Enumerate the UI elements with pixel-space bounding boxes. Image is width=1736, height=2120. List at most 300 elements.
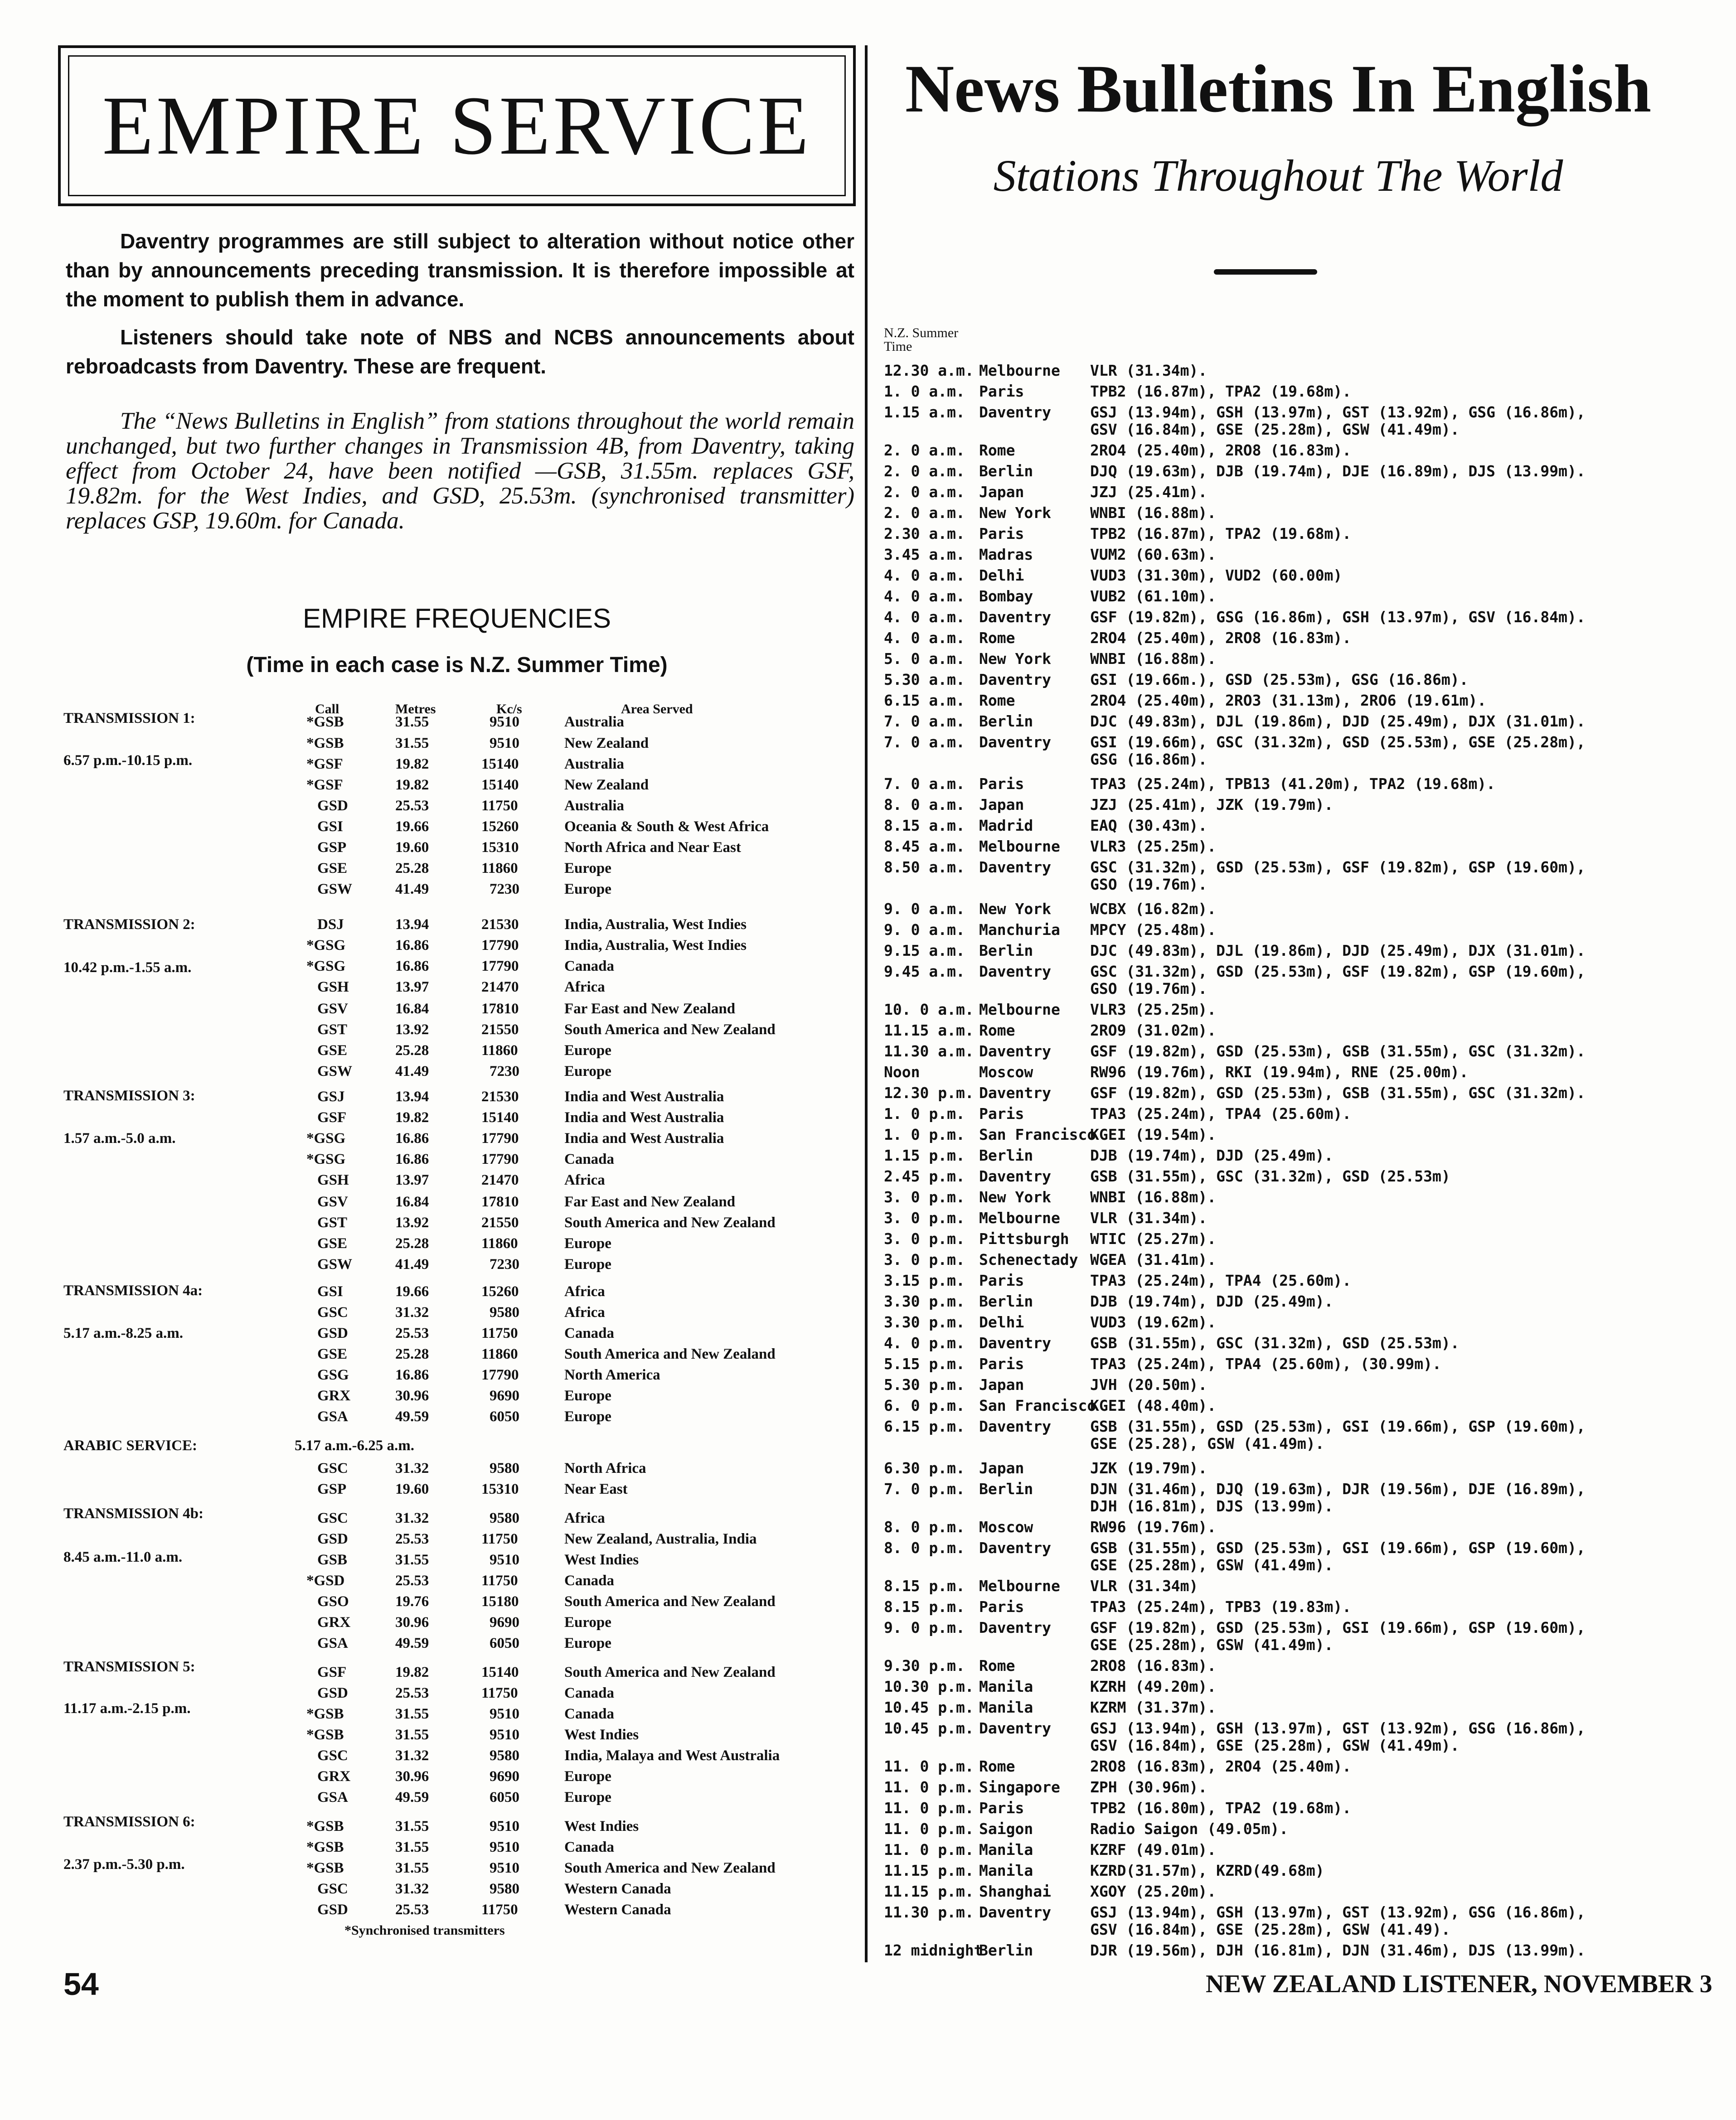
- area-served: Africa: [564, 979, 605, 995]
- nz-time: 6.15 p.m.: [884, 1418, 965, 1435]
- station-list: VLR3 (25.25m).: [1090, 1001, 1217, 1018]
- bulletin-place: Daventry: [979, 963, 1051, 980]
- bulletin-place: Daventry: [979, 1042, 1051, 1060]
- call-sign: DSJ: [317, 916, 344, 933]
- call-sign: GSJ: [317, 1089, 345, 1105]
- kcs-value: 9510: [490, 1552, 519, 1568]
- bulletin-place: Melbourne: [979, 1577, 1060, 1595]
- kcs-value: 9580: [490, 1747, 519, 1764]
- bulletin-place: Manchuria: [979, 921, 1060, 939]
- nz-time: Noon: [884, 1063, 920, 1081]
- call-sign: GSC: [317, 1747, 348, 1764]
- transmission-label: ARABIC SERVICE:: [63, 1438, 197, 1454]
- station-list: KZRD(31.57m), KZRD(49.68m): [1090, 1862, 1324, 1879]
- area-served: North Africa: [564, 1460, 646, 1476]
- station-list: DJQ (19.63m), DJB (19.74m), DJE (16.89m), DJS (13.99m).: [1090, 462, 1586, 480]
- station-list: KZRM (31.37m).: [1090, 1699, 1217, 1716]
- call-sign: GSO: [317, 1593, 349, 1610]
- station-list: WNBI (16.88m).: [1090, 504, 1217, 522]
- transmission-label: 6.57 p.m.-10.15 p.m.: [63, 752, 193, 769]
- bulletin-place: Saigon: [979, 1820, 1033, 1838]
- station-list: DJB (19.74m), DJD (25.49m).: [1090, 1292, 1334, 1310]
- bulletin-place: Melbourne: [979, 837, 1060, 855]
- kcs-value: 9580: [490, 1510, 519, 1526]
- area-served: Canada: [564, 1573, 615, 1589]
- station-list: Radio Saigon (49.05m).: [1090, 1820, 1289, 1838]
- metres-value: 49.59: [395, 1408, 429, 1425]
- area-served: Europe: [564, 1408, 611, 1425]
- nz-summer-time-label: N.Z. Summer Time: [884, 325, 959, 354]
- nz-time: 3. 0 p.m.: [884, 1209, 965, 1227]
- metres-value: 13.97: [395, 979, 429, 995]
- metres-value: 13.92: [395, 1021, 429, 1038]
- call-sign: GRX: [317, 1388, 351, 1404]
- kcs-value: 11750: [481, 798, 518, 814]
- station-list: DJC (49.83m), DJL (19.86m), DJD (25.49m), DJX (31.01m).: [1090, 712, 1586, 730]
- bulletin-place: Daventry: [979, 671, 1051, 688]
- station-list: 2RO4 (25.40m), 2RO3 (31.13m), 2RO6 (19.61m).: [1090, 692, 1487, 709]
- bulletin-place: Paris: [979, 525, 1024, 542]
- metres-value: 31.55: [395, 1860, 429, 1876]
- kcs-value: 9690: [490, 1614, 519, 1631]
- station-list: 2RO8 (16.83m), 2RO4 (25.40m).: [1090, 1757, 1352, 1775]
- bulletin-place: Berlin: [979, 942, 1033, 959]
- area-served: Europe: [564, 1614, 611, 1631]
- call-sign: GSC: [317, 1304, 348, 1321]
- header-metres: Metres: [395, 702, 436, 716]
- empire-service-banner: [58, 45, 856, 206]
- nz-time: 1. 0 p.m.: [884, 1105, 965, 1123]
- metres-value: 13.94: [395, 1089, 429, 1105]
- metres-value: 25.28: [395, 860, 429, 876]
- area-served: India and West Australia: [564, 1109, 724, 1126]
- metres-value: 25.53: [395, 1573, 429, 1589]
- area-served: Western Canada: [564, 1902, 671, 1918]
- call-sign: GSI: [317, 1283, 343, 1300]
- call-sign: GSV: [317, 1194, 348, 1210]
- area-served: Canada: [564, 1325, 615, 1341]
- bulletin-place: Rome: [979, 1757, 1015, 1775]
- bulletin-place: Japan: [979, 796, 1024, 813]
- call-sign: GSD: [317, 798, 348, 814]
- station-list: VUD3 (19.62m).: [1090, 1313, 1217, 1331]
- nz-time: 7. 0 p.m.: [884, 1480, 965, 1498]
- nz-time: 8. 0 p.m.: [884, 1539, 965, 1557]
- intro-paragraph-3: The “News Bulletins in English” from stations throughout the world remain unchanged, but two further changes in Transmission 4B, from Daventry, taking effect from October 24, have been notified —GSB, 31.55m. replaces GSF, 19.82m. for the West Indies, and GSD, 25.53m. (synchronised transmitter) replaces GSP, 19.60m. for Canada.: [66, 408, 854, 534]
- kcs-value: 21550: [481, 1215, 519, 1231]
- call-sign: *GSG: [306, 937, 346, 954]
- bulletin-place: Daventry: [979, 1334, 1051, 1352]
- nz-time: 8.15 a.m.: [884, 817, 965, 834]
- area-served: Africa: [564, 1172, 605, 1188]
- kcs-value: 21470: [481, 1172, 519, 1188]
- nz-time: 1. 0 p.m.: [884, 1126, 965, 1143]
- station-list: JVH (20.50m).: [1090, 1376, 1207, 1394]
- bulletin-place: Singapore: [979, 1778, 1060, 1796]
- metres-value: 16.86: [395, 1367, 429, 1383]
- bulletin-place: Paris: [979, 775, 1024, 793]
- station-list: GSB (31.55m), GSD (25.53m), GSI (19.66m), GSP (19.60m),: [1090, 1418, 1586, 1435]
- nz-time: 1.15 a.m.: [884, 403, 965, 421]
- call-sign: GSD: [317, 1685, 348, 1701]
- bulletin-place: Schenectady: [979, 1251, 1078, 1268]
- transmission-label: 11.17 a.m.-2.15 p.m.: [63, 1700, 191, 1717]
- area-served: Europe: [564, 1789, 611, 1805]
- call-sign: *GSG: [306, 1130, 346, 1147]
- empire-service-title: EMPIRE SERVICE: [102, 79, 812, 172]
- call-sign: GSD: [317, 1902, 348, 1918]
- nz-time: 11. 0 p.m.: [884, 1757, 974, 1775]
- station-list: WNBI (16.88m).: [1090, 1188, 1217, 1206]
- metres-value: 16.86: [395, 958, 429, 974]
- bulletin-place: Berlin: [979, 1480, 1033, 1498]
- bulletin-place: New York: [979, 504, 1051, 522]
- metres-value: 19.76: [395, 1593, 429, 1610]
- station-list: GSB (31.55m), GSD (25.53m), GSI (19.66m), GSP (19.60m),: [1090, 1539, 1586, 1557]
- transmission-label: TRANSMISSION 1:: [63, 710, 195, 726]
- area-served: Europe: [564, 1042, 611, 1059]
- station-list: GSF (19.82m), GSD (25.53m), GSI (19.66m), GSP (19.60m),: [1090, 1619, 1586, 1636]
- header-kcs: Kc/s: [496, 702, 522, 716]
- bulletin-place: Berlin: [979, 712, 1033, 730]
- kcs-value: 15180: [481, 1593, 519, 1610]
- bulletin-place: Melbourne: [979, 1209, 1060, 1227]
- transmission-label: 10.42 p.m.-1.55 a.m.: [63, 959, 192, 976]
- nz-time: 2.45 p.m.: [884, 1167, 965, 1185]
- kcs-value: 9510: [490, 1727, 519, 1743]
- nz-time: 7. 0 a.m.: [884, 775, 965, 793]
- transmission-label: TRANSMISSION 6:: [63, 1814, 195, 1830]
- bulletin-place: Berlin: [979, 1147, 1033, 1164]
- metres-value: 25.53: [395, 1325, 429, 1341]
- kcs-value: 9510: [490, 735, 519, 751]
- call-sign: *GSB: [306, 1818, 344, 1834]
- kcs-value: 11860: [481, 860, 518, 876]
- kcs-value: 9580: [490, 1460, 519, 1476]
- call-sign: GSH: [317, 979, 349, 995]
- nz-time: 3. 0 p.m.: [884, 1188, 965, 1206]
- bulletin-place: Japan: [979, 1376, 1024, 1394]
- nz-time: 10. 0 a.m.: [884, 1001, 974, 1018]
- nz-time: 1. 0 a.m.: [884, 382, 965, 400]
- metres-value: 19.82: [395, 1109, 429, 1126]
- station-list: RW96 (19.76m), RKI (19.94m), RNE (25.00m).: [1090, 1063, 1469, 1081]
- station-list: GSO (19.76m).: [1090, 876, 1207, 893]
- kcs-value: 9510: [490, 1860, 519, 1876]
- bulletin-place: Daventry: [979, 403, 1051, 421]
- nz-time: 11.15 p.m.: [884, 1862, 974, 1879]
- area-served: India, Malaya and West Australia: [564, 1747, 780, 1764]
- bulletin-place: Manila: [979, 1862, 1033, 1879]
- metres-value: 31.32: [395, 1747, 429, 1764]
- call-sign: *GSD: [306, 1573, 345, 1589]
- nz-time: 4. 0 a.m.: [884, 587, 965, 605]
- station-list: WCBX (16.82m).: [1090, 900, 1217, 918]
- area-served: India and West Australia: [564, 1089, 724, 1105]
- nz-time: 3.30 p.m.: [884, 1313, 965, 1331]
- area-served: Western Canada: [564, 1881, 671, 1897]
- station-list: VLR (31.34m).: [1090, 362, 1207, 379]
- area-served: Europe: [564, 1256, 611, 1273]
- bulletin-place: Daventry: [979, 1084, 1051, 1102]
- call-sign: GRX: [317, 1614, 351, 1631]
- area-served: Africa: [564, 1283, 605, 1300]
- bulletin-place: Delhi: [979, 566, 1024, 584]
- nz-time: 5.30 a.m.: [884, 671, 965, 688]
- kcs-value: 17790: [481, 1130, 519, 1147]
- call-sign: GSW: [317, 1063, 353, 1079]
- kcs-value: 11750: [481, 1325, 518, 1341]
- kcs-value: 15310: [481, 1481, 519, 1497]
- kcs-value: 9580: [490, 1881, 519, 1897]
- kcs-value: 9510: [490, 714, 519, 730]
- nz-time: 4. 0 a.m.: [884, 608, 965, 626]
- area-served: Far East and New Zealand: [564, 1001, 736, 1017]
- call-sign: GSE: [317, 1235, 348, 1252]
- bulletin-place: Melbourne: [979, 362, 1060, 379]
- station-list: VLR (31.34m): [1090, 1577, 1198, 1595]
- bulletin-place: Pittsburgh: [979, 1230, 1069, 1248]
- call-sign: GSA: [317, 1789, 348, 1805]
- bulletin-place: Paris: [979, 1105, 1024, 1123]
- area-served: Europe: [564, 1235, 611, 1252]
- bulletin-place: San Francisco: [979, 1126, 1096, 1143]
- nz-time: 8.15 p.m.: [884, 1577, 965, 1595]
- bulletin-place: Manila: [979, 1841, 1033, 1859]
- station-list: GSJ (13.94m), GSH (13.97m), GST (13.92m), GSG (16.86m),: [1090, 403, 1586, 421]
- area-served: South America and New Zealand: [564, 1021, 776, 1038]
- call-sign: GSC: [317, 1881, 348, 1897]
- nz-time: 12.30 p.m.: [884, 1084, 974, 1102]
- station-list: ZPH (30.96m).: [1090, 1778, 1207, 1796]
- area-served: South America and New Zealand: [564, 1593, 776, 1610]
- nz-time: 9. 0 a.m.: [884, 900, 965, 918]
- station-list: DJB (19.74m), DJD (25.49m).: [1090, 1147, 1334, 1164]
- nz-time: 8. 0 a.m.: [884, 796, 965, 813]
- kcs-value: 17790: [481, 1151, 519, 1167]
- bulletin-place: Paris: [979, 1598, 1024, 1616]
- bulletin-place: Paris: [979, 382, 1024, 400]
- nz-time: 2. 0 a.m.: [884, 441, 965, 459]
- nz-time: 8.15 p.m.: [884, 1598, 965, 1616]
- nz-time: 1.15 p.m.: [884, 1147, 965, 1164]
- call-sign: *GSB: [306, 714, 344, 730]
- call-sign: GSH: [317, 1172, 349, 1188]
- bulletin-place: Rome: [979, 629, 1015, 647]
- bulletin-place: Rome: [979, 441, 1015, 459]
- call-sign: GSE: [317, 860, 348, 876]
- kcs-value: 11750: [481, 1573, 518, 1589]
- kcs-value: 7230: [490, 1256, 519, 1273]
- nz-time: 12.30 a.m.: [884, 362, 974, 379]
- transmission-label: 1.57 a.m.-5.0 a.m.: [63, 1130, 176, 1147]
- bulletin-place: Daventry: [979, 858, 1051, 876]
- area-served: West Indies: [564, 1818, 639, 1834]
- nz-time: 11.15 p.m.: [884, 1883, 974, 1900]
- transmission-label: TRANSMISSION 4b:: [63, 1505, 204, 1522]
- bulletin-place: Manila: [979, 1678, 1033, 1695]
- bulletin-place: Moscow: [979, 1518, 1033, 1536]
- station-list: GSI (19.66m), GSC (31.32m), GSD (25.53m), GSE (25.28m),: [1090, 733, 1586, 751]
- station-list: 2RO8 (16.83m).: [1090, 1657, 1217, 1675]
- call-sign: GSC: [317, 1460, 348, 1476]
- station-list: GSV (16.84m), GSE (25.28m), GSW (41.49m).: [1090, 421, 1460, 438]
- call-sign: GSP: [317, 1481, 347, 1497]
- nz-time: 11. 0 p.m.: [884, 1799, 974, 1817]
- metres-value: 41.49: [395, 1256, 429, 1273]
- nz-time: 6.30 p.m.: [884, 1459, 965, 1477]
- metres-value: 19.82: [395, 1664, 429, 1680]
- bulletin-place: New York: [979, 650, 1051, 668]
- metres-value: 25.53: [395, 1902, 429, 1918]
- area-served: West Indies: [564, 1727, 639, 1743]
- nz-time: 6.15 a.m.: [884, 692, 965, 709]
- nz-time: 11. 0 p.m.: [884, 1778, 974, 1796]
- station-list: VLR (31.34m).: [1090, 1209, 1207, 1227]
- bulletin-place: Manila: [979, 1699, 1033, 1716]
- call-sign: GSE: [317, 1346, 348, 1362]
- nz-time: 11.30 p.m.: [884, 1903, 974, 1921]
- nz-time: 11.15 a.m.: [884, 1021, 974, 1039]
- area-served: Europe: [564, 1768, 611, 1785]
- kcs-value: 9510: [490, 1839, 519, 1855]
- station-list: GSE (25.28m), GSW (41.49m).: [1090, 1556, 1334, 1574]
- station-list: 2RO4 (25.40m), 2RO8 (16.83m).: [1090, 629, 1352, 647]
- station-list: EAQ (30.43m).: [1090, 817, 1207, 834]
- area-served: Europe: [564, 1388, 611, 1404]
- metres-value: 13.92: [395, 1215, 429, 1231]
- area-served: India, Australia, West Indies: [564, 937, 747, 954]
- nz-time: 2. 0 a.m.: [884, 483, 965, 501]
- nz-time: 12 midnight: [884, 1941, 983, 1959]
- area-served: North Africa and Near East: [564, 839, 741, 856]
- call-sign: GSW: [317, 1256, 353, 1273]
- station-list: GSJ (13.94m), GSH (13.97m), GST (13.92m), GSG (16.86m),: [1090, 1719, 1586, 1737]
- call-sign: *GSF: [306, 777, 343, 793]
- bulletin-place: Delhi: [979, 1313, 1024, 1331]
- empire-frequencies-subtitle: (Time in each case is N.Z. Summer Time): [246, 653, 668, 677]
- nz-time: 2. 0 a.m.: [884, 462, 965, 480]
- call-sign: GST: [317, 1215, 348, 1231]
- nz-time: 4. 0 a.m.: [884, 629, 965, 647]
- call-sign: GSW: [317, 881, 353, 897]
- area-served: West Indies: [564, 1552, 639, 1568]
- call-sign: GST: [317, 1021, 348, 1038]
- bulletin-place: Melbourne: [979, 1001, 1060, 1018]
- kcs-value: 15310: [481, 839, 519, 856]
- area-served: Europe: [564, 1635, 611, 1651]
- station-list: TPB2 (16.80m), TPA2 (19.68m).: [1090, 1799, 1352, 1817]
- metres-value: 19.66: [395, 1283, 429, 1300]
- area-served: Australia: [564, 714, 624, 730]
- kcs-value: 7230: [490, 881, 519, 897]
- area-served: Canada: [564, 1839, 615, 1855]
- nz-time: 5.15 p.m.: [884, 1355, 965, 1373]
- area-served: Australia: [564, 798, 624, 814]
- station-list: GSV (16.84m), GSE (25.28m), GSW (41.49m).: [1090, 1737, 1460, 1754]
- transmission-label: TRANSMISSION 2:: [63, 916, 195, 933]
- metres-value: 49.59: [395, 1635, 429, 1651]
- nz-time: 3.45 a.m.: [884, 546, 965, 563]
- title-dash: [1214, 269, 1317, 275]
- metres-value: 16.84: [395, 1194, 429, 1210]
- station-list: GSI (19.66m.), GSD (25.53m), GSG (16.86m).: [1090, 671, 1469, 688]
- metres-value: 25.53: [395, 1531, 429, 1547]
- publication-footer: NEW ZEALAND LISTENER, NOVEMBER 3: [1206, 1970, 1712, 1998]
- bulletin-place: Paris: [979, 1799, 1024, 1817]
- kcs-value: 15140: [481, 777, 519, 793]
- nz-time: 2. 0 a.m.: [884, 504, 965, 522]
- kcs-value: 6050: [490, 1789, 519, 1805]
- bulletin-place: Daventry: [979, 1539, 1051, 1557]
- call-sign: *GSF: [306, 756, 343, 772]
- kcs-value: 15260: [481, 1283, 519, 1300]
- metres-value: 41.49: [395, 881, 429, 897]
- nz-time: 7. 0 a.m.: [884, 712, 965, 730]
- intro-paragraph-1: Daventry programmes are still subject to alteration without notice other than by announcements preceding transmission. It is therefore impossible at the moment to publish them in advance.: [66, 229, 854, 311]
- metres-value: 31.32: [395, 1510, 429, 1526]
- intro-paragraph-2: Listeners should take note of NBS and NCBS announcements about rebroadcasts from Daventry. These are frequent.: [66, 325, 854, 378]
- nz-time: 2.30 a.m.: [884, 525, 965, 542]
- bulletin-place: Daventry: [979, 1167, 1051, 1185]
- nz-time: 3. 0 p.m.: [884, 1251, 965, 1268]
- station-list: VUM2 (60.63m).: [1090, 546, 1217, 563]
- kcs-value: 6050: [490, 1635, 519, 1651]
- station-list: GSC (31.32m), GSD (25.53m), GSF (19.82m), GSP (19.60m),: [1090, 963, 1586, 980]
- nz-time: 4. 0 a.m.: [884, 566, 965, 584]
- metres-value: 25.28: [395, 1346, 429, 1362]
- transmission-label: TRANSMISSION 5:: [63, 1659, 195, 1675]
- station-list: WNBI (16.88m).: [1090, 650, 1217, 668]
- transmission-label: 5.17 a.m.-8.25 a.m.: [63, 1325, 183, 1341]
- nz-time: 9. 0 a.m.: [884, 921, 965, 939]
- news-bulletins-title: News Bulletins In English: [905, 51, 1652, 126]
- synchronised-footnote: *Synchronised transmitters: [344, 1923, 505, 1938]
- kcs-value: 17810: [481, 1194, 519, 1210]
- station-list: GSO (19.76m).: [1090, 980, 1207, 997]
- nz-time: 11. 0 p.m.: [884, 1820, 974, 1838]
- bulletin-place: Daventry: [979, 608, 1051, 626]
- bulletin-place: Rome: [979, 692, 1015, 709]
- area-served: Canada: [564, 958, 615, 974]
- station-list: KZRF (49.01m).: [1090, 1841, 1217, 1859]
- station-list: VLR3 (25.25m).: [1090, 837, 1217, 855]
- kcs-value: 15140: [481, 756, 519, 772]
- bulletin-place: Daventry: [979, 1619, 1051, 1636]
- nz-time: 11.30 a.m.: [884, 1042, 974, 1060]
- area-served: New Zealand, Australia, India: [564, 1531, 757, 1547]
- call-sign: *GSG: [306, 1151, 346, 1167]
- station-list: GSC (31.32m), GSD (25.53m), GSF (19.82m), GSP (19.60m),: [1090, 858, 1586, 876]
- metres-value: 31.55: [395, 1552, 429, 1568]
- kcs-value: 17790: [481, 937, 519, 954]
- station-list: TPB2 (16.87m), TPA2 (19.68m).: [1090, 525, 1352, 542]
- kcs-value: 17790: [481, 1367, 519, 1383]
- station-list: KGEI (48.40m).: [1090, 1397, 1217, 1414]
- bulletin-place: Japan: [979, 483, 1024, 501]
- bulletin-place: Berlin: [979, 1941, 1033, 1959]
- metres-value: 49.59: [395, 1789, 429, 1805]
- area-served: New Zealand: [564, 735, 649, 751]
- call-sign: GRX: [317, 1768, 351, 1785]
- kcs-value: 11750: [481, 1685, 518, 1701]
- kcs-value: 21550: [481, 1021, 519, 1038]
- area-served: Canada: [564, 1685, 615, 1701]
- header-area-served: Area Served: [621, 702, 693, 716]
- bulletin-place: San Francisco: [979, 1397, 1096, 1414]
- call-sign: GSA: [317, 1408, 348, 1425]
- kcs-value: 9690: [490, 1388, 519, 1404]
